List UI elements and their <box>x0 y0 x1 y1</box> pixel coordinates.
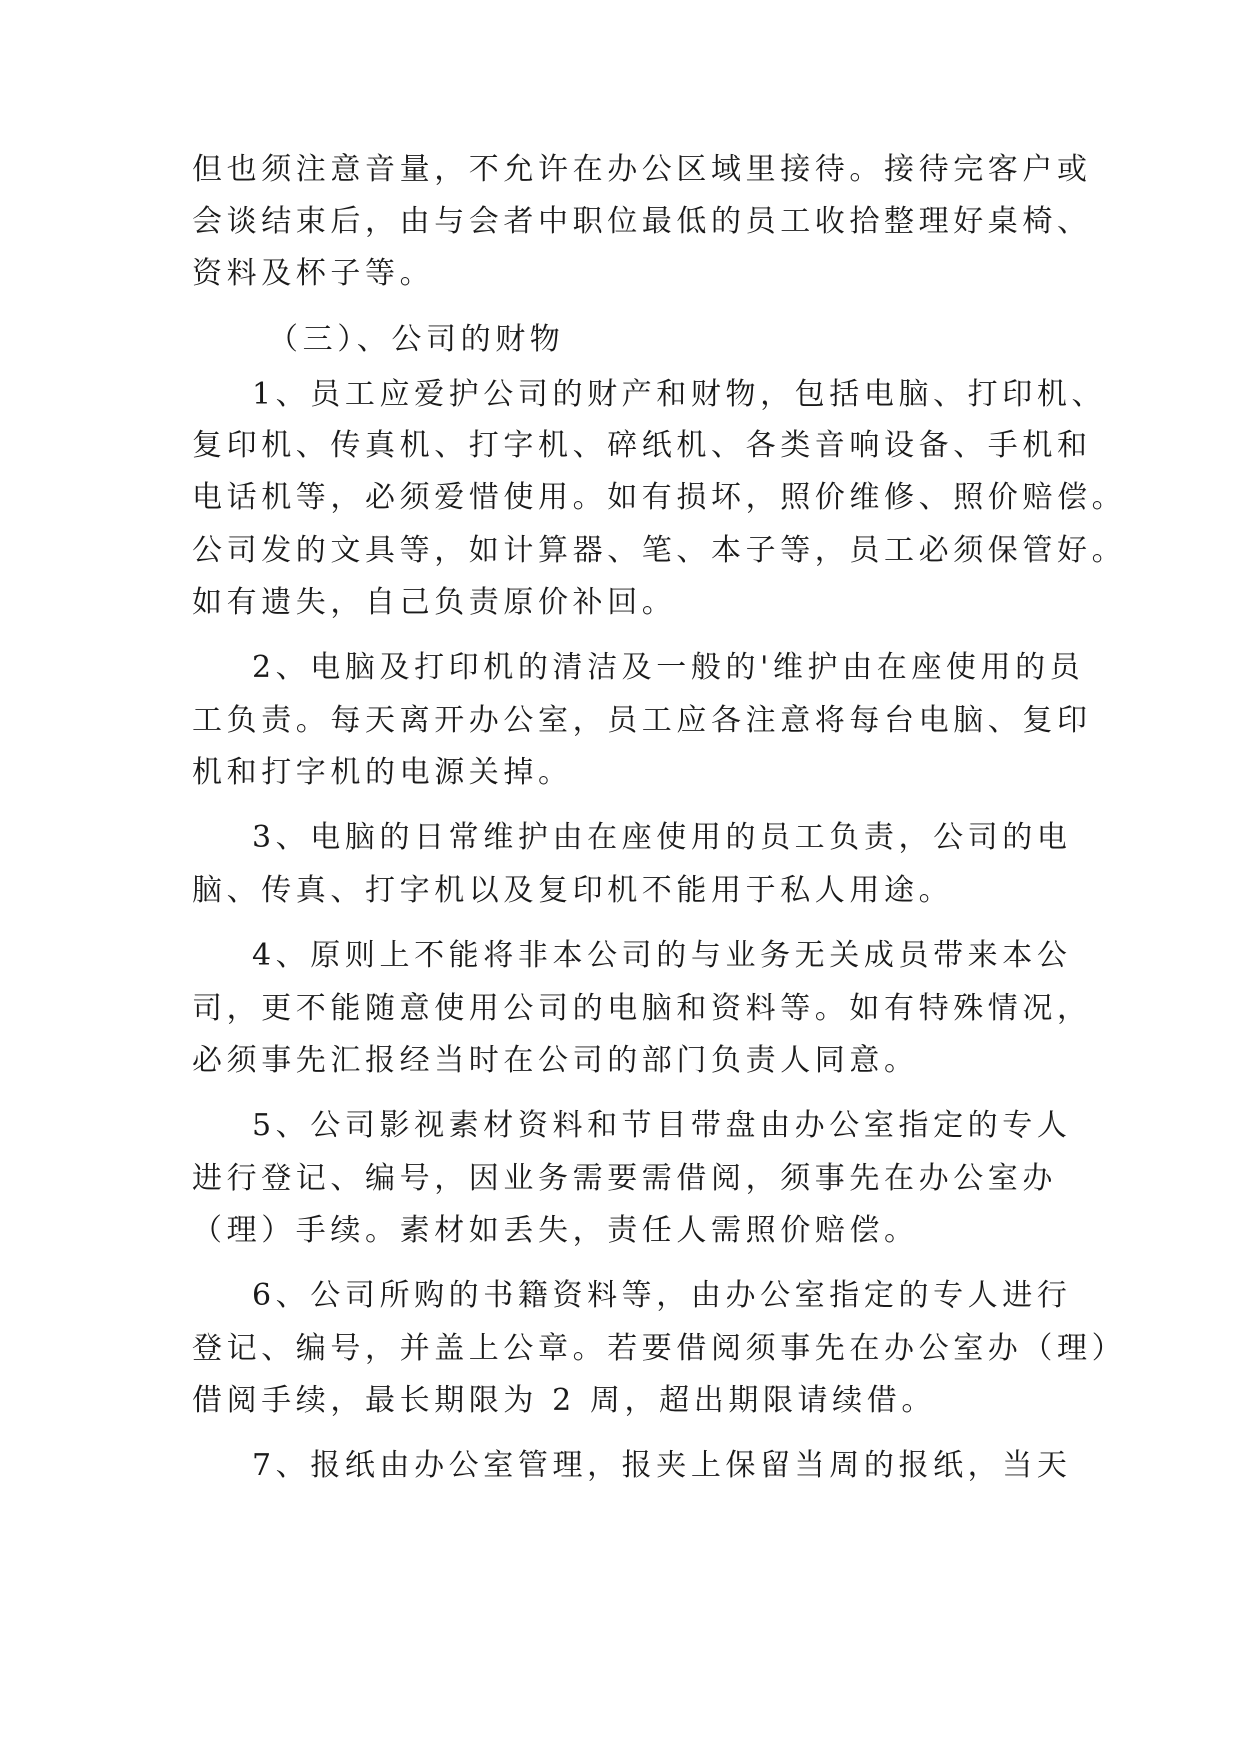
text-line: 借阅手续，最长期限为 2 周，超出期限请续借。 <box>192 1383 936 1418</box>
text-line: 司，更不能随意使用公司的电脑和资料等。如有特殊情况， <box>192 991 1092 1026</box>
text-line: 如有遗失，自己负责原价补回。 <box>192 585 677 620</box>
text-line: 进行登记、编号，因业务需要需借阅，须事先在办公室办 <box>192 1161 1057 1196</box>
text-line: 6、公司所购的书籍资料等，由办公室指定的专人进行 <box>252 1278 1072 1313</box>
text-line: 必须事先汇报经当时在公司的部门负责人同意。 <box>192 1043 919 1078</box>
text-line: 机和打字机的电源关掉。 <box>192 755 573 790</box>
text-line: 5、公司影视素材资料和节目带盘由办公室指定的专人 <box>252 1108 1072 1143</box>
text-line: 资料及杯子等。 <box>192 256 435 291</box>
text-line: 脑、传真、打字机以及复印机不能用于私人用途。 <box>192 873 954 908</box>
text-line: 2、电脑及打印机的清洁及一般的'维护由在座使用的员 <box>252 650 1085 685</box>
text-line: 电话机等，必须爱惜使用。如有损坏，照价维修、照价赔偿。 <box>192 480 1127 515</box>
text-line: 复印机、传真机、打字机、碎纸机、各类音响设备、手机和 <box>192 428 1092 463</box>
text-line: 3、电脑的日常维护由在座使用的员工负责，公司的电 <box>252 820 1072 855</box>
text-line: 4、原则上不能将非本公司的与业务无关成员带来本公 <box>252 938 1072 973</box>
text-line: 工负责。每天离开办公室，员工应各注意将每台电脑、复印 <box>192 703 1092 738</box>
text-line: 公司发的文具等，如计算器、笔、本子等，员工必须保管好。 <box>192 533 1127 568</box>
text-line: 1、员工应爱护公司的财产和财物，包括电脑、打印机、 <box>252 377 1107 412</box>
text-line: 会谈结束后，由与会者中职位最低的员工收拾整理好桌椅、 <box>192 204 1092 239</box>
text-line: 登记、编号，并盖上公章。若要借阅须事先在办公室办（理） <box>192 1331 1127 1366</box>
text-line: 但也须注意音量，不允许在办公区域里接待。接待完客户或 <box>192 152 1092 187</box>
text-line: 7、报纸由办公室管理，报夹上保留当周的报纸，当天 <box>252 1448 1072 1483</box>
section-heading: （三）、公司的财物 <box>268 322 565 357</box>
text-line: （理）手续。素材如丢失，责任人需照价赔偿。 <box>192 1213 919 1248</box>
